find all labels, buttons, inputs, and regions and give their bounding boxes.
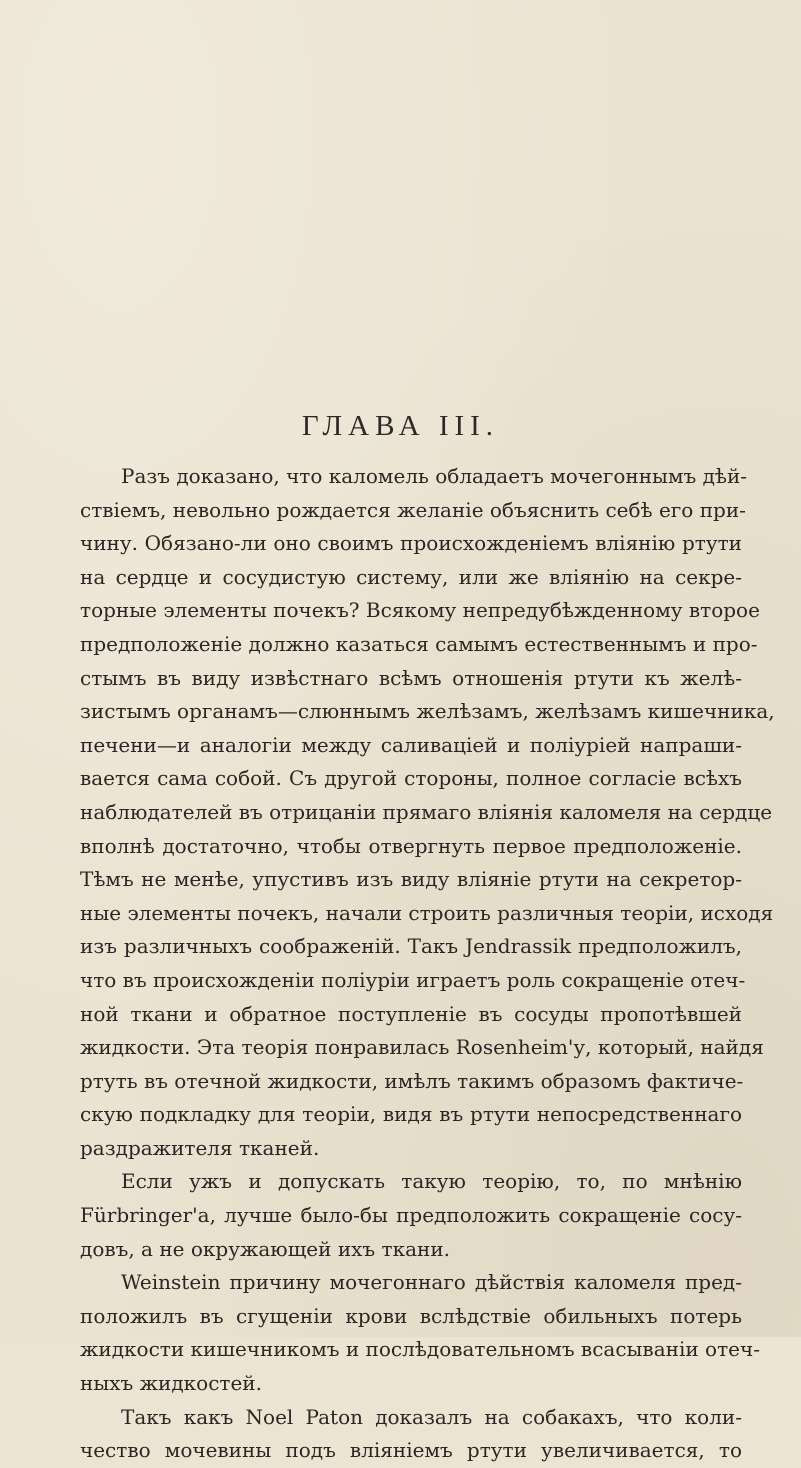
chapter-title: ГЛАВА III.	[301, 410, 500, 442]
text-line-paragraph-end: раздражителя тканей.	[80, 1135, 320, 1160]
text-line: скую подкладку для теоріи, видя въ ртути непосредственнаго	[80, 1102, 742, 1127]
text-line-paragraph-start: Weinstein причину мочегоннаго дѣйствія каломеля пред-	[121, 1270, 742, 1295]
chapter-body	[80, 460, 775, 1468]
text-line: печени—и аналогіи между саливаціей и поліуріей напраши-	[80, 732, 742, 757]
text-line: торные элементы почекъ? Всякому непредубѣжденному второе	[80, 598, 760, 623]
text-line: чину. Обязано-ли оно своимъ происхожденіемъ вліянію ртути	[80, 531, 742, 556]
text-line-paragraph-start: Разъ доказано, что каломель обладаетъ мочегоннымъ дѣй-	[121, 464, 748, 488]
text-line: вполнѣ достаточно, чтобы отвергнуть первое предположеніе.	[80, 833, 742, 858]
text-line-paragraph-end: ныхъ жидкостей.	[80, 1371, 262, 1396]
text-line: ртуть въ отечной жидкости, имѣлъ такимъ образомъ фактиче-	[80, 1068, 744, 1093]
text-line: что въ происхожденіи поліуріи играетъ роль сокращеніе отеч-	[80, 967, 746, 992]
text-line: ной ткани и обратное поступленіе въ сосуды пропотѣвшей	[80, 1001, 742, 1026]
text-line: вается сама собой. Съ другой стороны, полное согласіе всѣхъ	[80, 766, 742, 791]
text-line-paragraph-start: Такъ какъ Noel Paton доказалъ на собакахъ, что коли-	[121, 1404, 742, 1429]
text-line: наблюдателей въ отрицаніи прямаго вліянія каломеля на сердце	[80, 799, 773, 824]
text-line: жидкости кишечникомъ и послѣдовательномъ всасываніи отеч-	[80, 1337, 760, 1362]
text-line: Тѣмъ не менѣе, упустивъ изъ виду вліяніе ртути на секретор-	[80, 867, 742, 892]
text-line: стымъ въ виду извѣстнаго всѣмъ отношенія ртути къ желѣ-	[80, 665, 742, 690]
text-line: изъ различныхъ соображеній. Такъ Jendrassik предположилъ,	[80, 934, 742, 959]
text-line: зистымъ органамъ—слюннымъ желѣзамъ, желѣзамъ кишечника,	[80, 699, 775, 724]
text-line: ствіемъ, невольно рождается желаніе объяснить себѣ его при-	[80, 497, 746, 522]
text-line: жидкости. Эта теорія понравилась Rosenheim'у, который, найдя	[80, 1035, 764, 1060]
text-line: чество мочевины подъ вліяніемъ ртути увеличивается, то	[80, 1438, 742, 1463]
text-line: Fürbringer'a, лучше было-бы предположить сокращеніе сосу-	[80, 1203, 742, 1228]
text-line: положилъ въ сгущеніи крови вслѣдствіе обильныхъ потерь	[80, 1303, 742, 1328]
text-line-paragraph-start: Если ужъ и допускать такую теорію, то, по мнѣнію	[121, 1169, 742, 1194]
text-line: на сердце и сосудистую систему, или же вліянію на секре-	[80, 564, 742, 589]
text-line-paragraph-end: довъ, а не окружающей ихъ ткани.	[80, 1236, 451, 1261]
text-line: предположеніе должно казаться самымъ естественнымъ и про-	[80, 631, 758, 656]
text-line: ные элементы почекъ, начали строить различныя теоріи, исходя	[80, 900, 774, 925]
